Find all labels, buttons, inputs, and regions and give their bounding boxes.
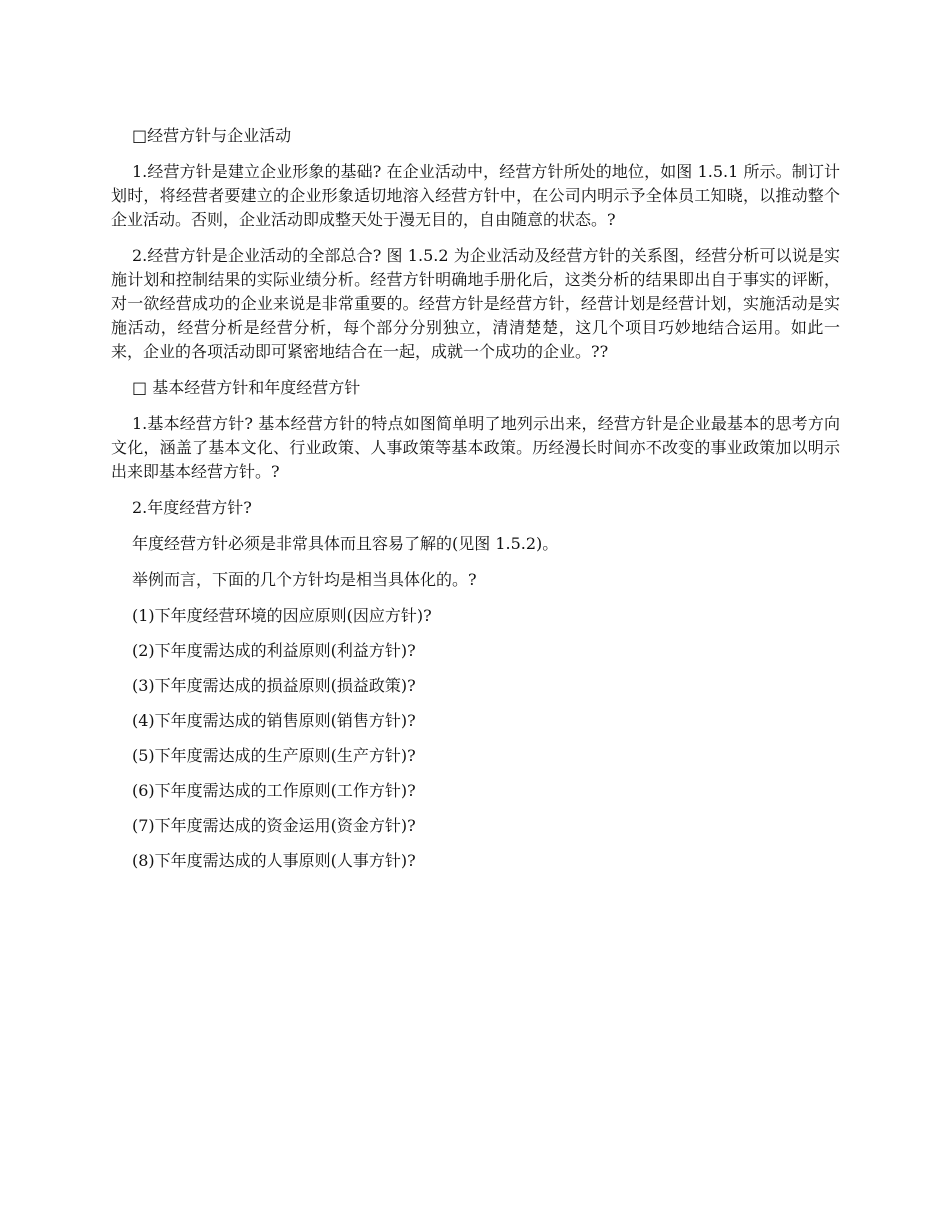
document-body: [111, 124, 840, 884]
list-item: (6)下年度需达成的工作原则(工作方针)?: [132, 781, 416, 800]
section-heading-policy-and-activities: □经营方针与企业活动: [132, 126, 292, 145]
list-item: (1)下年度经营环境的因应原则(因应方针)?: [132, 606, 432, 625]
paragraph-examples-intro: 举例而言，下面的几个方针均是相当具体化的。?: [132, 570, 477, 589]
paragraph-annual-policy-desc: 年度经营方针必须是非常具体而且容易了解的(见图 1.5.2)。: [132, 534, 559, 553]
list-item: (2)下年度需达成的利益原则(利益方针)?: [132, 641, 416, 660]
paragraph-annual-policy-title: 2.年度经营方针?: [132, 498, 252, 517]
list-item: (8)下年度需达成的人事原则(人事方针)?: [132, 851, 416, 870]
list-item: (7)下年度需达成的资金运用(资金方针)?: [132, 816, 416, 835]
paragraph-policy-foundation: 1.经营方针是建立企业形象的基础? 在企业活动中，经营方针所处的地位，如图 1.5.1 所示。制订计划时，将经营者要建立的企业形象适切地溶入经营方针中，在公司内明示予全体员工知晓，以推动整个企业活动。否则，企业活动即成整天处于漫无目的，自由随意的状态。?: [111, 162, 840, 229]
list-item: (5)下年度需达成的生产原则(生产方针)?: [132, 746, 416, 765]
paragraph-policy-sum: 2.经营方针是企业活动的全部总合? 图 1.5.2 为企业活动及经营方针的关系图，经营分析可以说是实施计划和控制结果的实际业绩分析。经营方针明确地手册化后，这类分析的结果即出自于事实的评断，对一欲经营成功的企业来说是非常重要的。经营方针是经营方针，经营计划是经营计划，实施活动是实施活动，经营分析是经营分析，每个部分分别独立，清清楚楚，这几个项目巧妙地结合运用。如此一来，企业的各项活动即可紧密地结合在一起，成就一个成功的企业。??: [111, 246, 840, 361]
section-heading-basic-and-annual-policy: □ 基本经营方针和年度经营方针: [132, 378, 361, 397]
list-item: (3)下年度需达成的损益原则(损益政策)?: [132, 676, 416, 695]
paragraph-basic-policy: 1.基本经营方针? 基本经营方针的特点如图简单明了地列示出来，经营方针是企业最基本的思考方向文化，涵盖了基本文化、行业政策、人事政策等基本政策。历经漫长时间亦不改变的事业政策加以明示出来即基本经营方针。?: [111, 414, 840, 481]
list-item: (4)下年度需达成的销售原则(销售方针)?: [132, 711, 416, 730]
